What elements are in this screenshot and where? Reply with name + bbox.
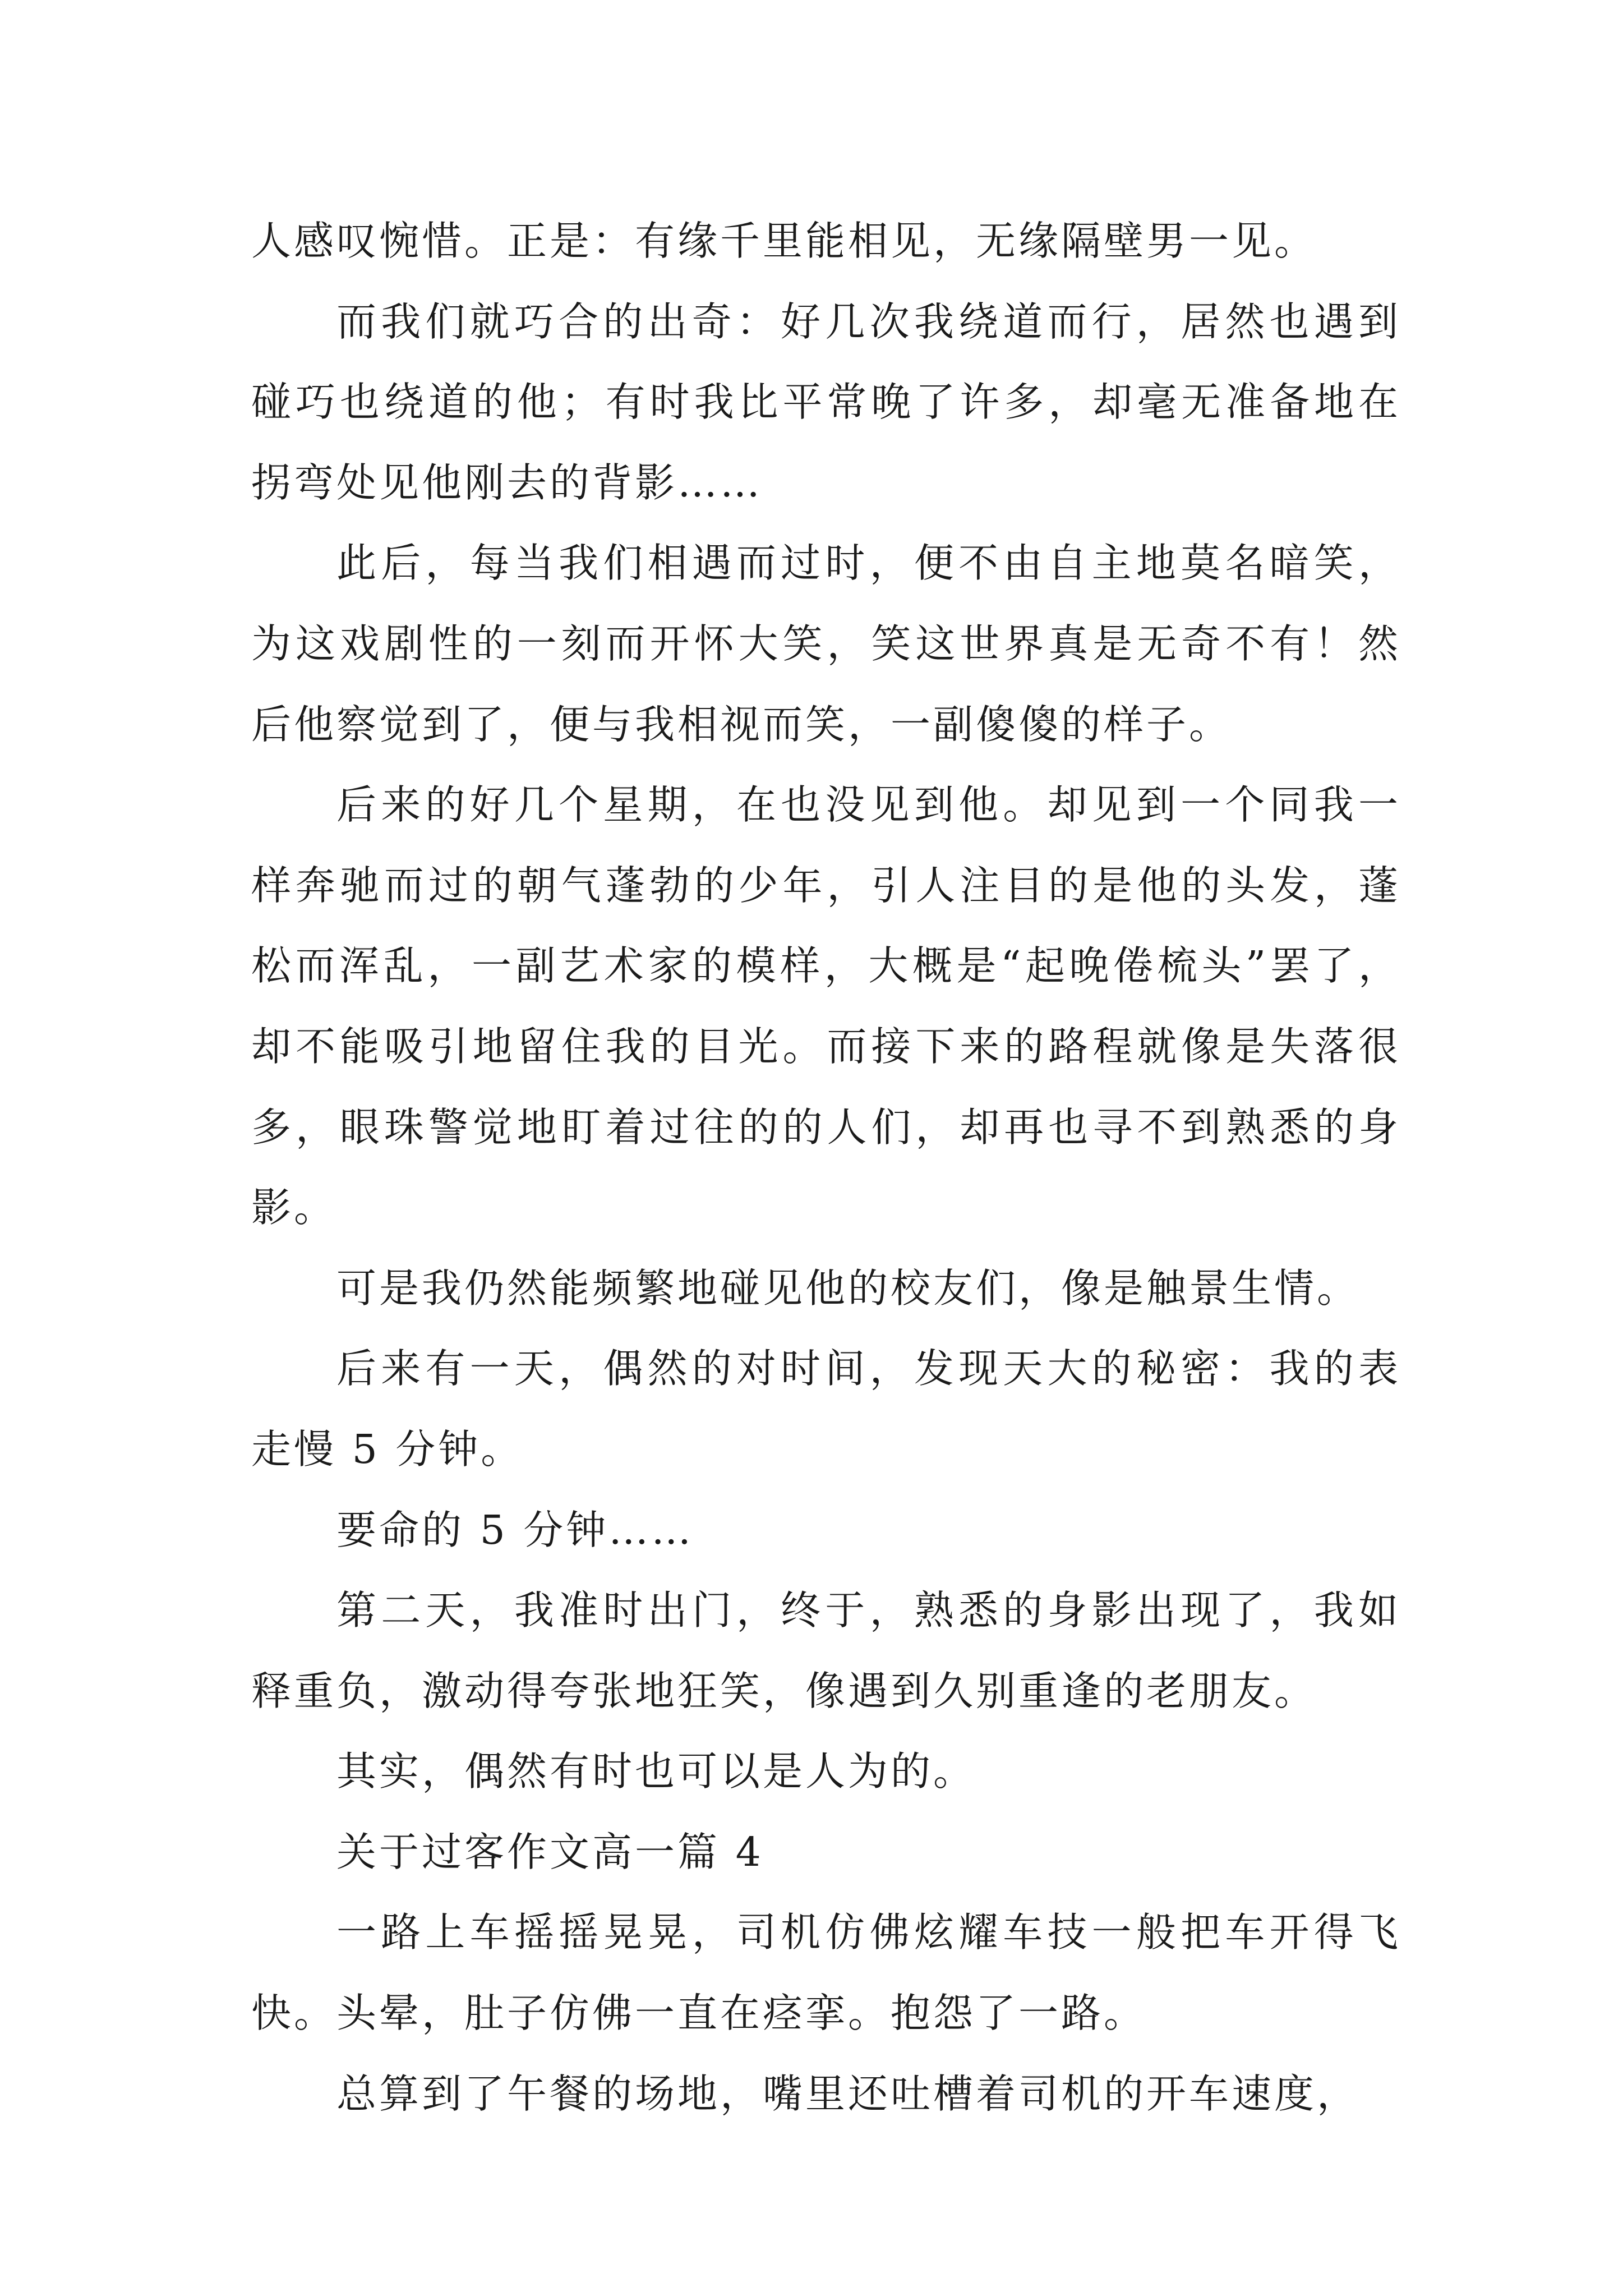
paragraph-9: 其实，偶然有时也可以是人为的。 (336, 1748, 976, 1795)
paragraph-2: 而我们就巧合的出奇：好几次我绕道而行，居然也遇到碰巧也绕道的他；有时我比平常晚了许多，却毫无准备地在拐弯处见他刚去的背影…… (251, 298, 1401, 506)
paragraph-1: 人感叹惋惜。正是：有缘千里能相见，无缘隔壁男一见。 (251, 218, 1317, 264)
paragraph-3: 此后，每当我们相遇而过时，便不由自主地莫名暗笑，为这戏剧性的一刻而开怀大笑，笑这世界真是无奇不有！然后他察觉到了，便与我相视而笑，一副傻傻的样子。 (251, 540, 1401, 748)
section-heading: 关于过客作文高一篇 4 (336, 1828, 764, 1875)
paragraph-7: 要命的 5 分钟…… (336, 1506, 694, 1553)
paragraph-11: 总算到了午餐的场地，嘴里还吐槽着司机的开车速度， (336, 2070, 1360, 2117)
paragraph-5: 可是我仍然能频繁地碰见他的校友们，像是触景生情。 (336, 1264, 1360, 1312)
document-body (251, 201, 1401, 2134)
paragraph-6: 后来有一天，偶然的对时间，发现天大的秘密：我的表走慢 5 分钟。 (251, 1345, 1401, 1473)
paragraph-10: 一路上车摇摇晃晃，司机仿佛炫耀车技一般把车开得飞快。头晕，肚子仿佛一直在痉挛。抱怨了一路。 (251, 1909, 1401, 2037)
paragraph-8: 第二天，我准时出门，终于，熟悉的身影出现了，我如释重负，激动得夸张地狂笑，像遇到久别重逢的老朋友。 (251, 1587, 1401, 1714)
paragraph-4: 后来的好几个星期，在也没见到他。却见到一个同我一样奔驰而过的朝气蓬勃的少年，引人注目的是他的头发，蓬松而浑乱，一副艺术家的模样，大概是“起晚倦梳头”罢了，却不能吸引地留住我的目光。而接下来的路程就像是失落很多，眼珠警觉地盯着过往的的人们，却再也寻不到熟悉的身影。 (251, 781, 1401, 1231)
